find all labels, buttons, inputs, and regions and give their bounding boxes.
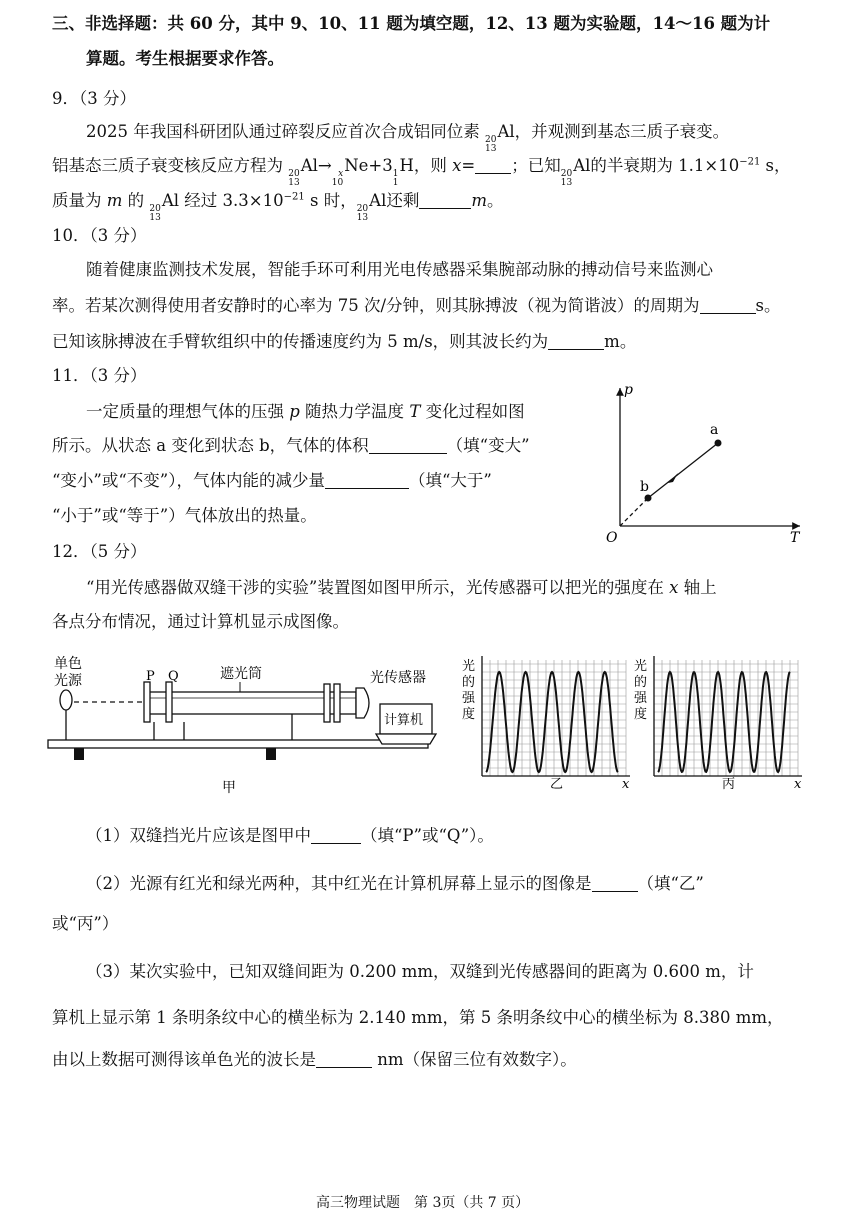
slit-P <box>144 682 150 722</box>
svg-text:度: 度 <box>634 707 648 722</box>
q11-line4: “小于”或“等于”）气体放出的热量。 <box>52 506 317 525</box>
q12-part3-line2: 算机上显示第 1 条明条纹中心的横坐标为 2.140 mm，第 5 条明条纹中心的横坐标为 8.380 mm， <box>52 1008 784 1027</box>
q11-line1: 一定质量的理想气体的压强 p 随热力学温度 T 变化过程如图 <box>86 402 525 421</box>
optical-rail <box>48 740 428 748</box>
p-t-graph <box>600 378 810 546</box>
q10-blank-period[interactable] <box>700 297 756 315</box>
light-sensor <box>356 688 369 718</box>
al-symbol: Al <box>497 122 515 141</box>
q10-heading: 10．（3 分） <box>52 226 147 245</box>
svg-text:的: 的 <box>634 675 648 690</box>
t-axis-label: T <box>790 530 800 546</box>
svg-text:强: 强 <box>462 691 476 706</box>
computer-label: 计算机 <box>384 713 424 728</box>
q11-line3: “变小”或“不变”），气体内能的减少量 （填“大于” <box>52 471 492 490</box>
q12-part3-line1: （3）某次实验中，已知双缝间距为 0.200 mm，双缝到光传感器间的距离为 0.600 m，计 <box>86 962 754 981</box>
slit-Q <box>166 682 172 722</box>
state-a-label: a <box>710 422 719 438</box>
q9-blank-remaining[interactable] <box>419 192 471 210</box>
q10-line1: 随着健康监测技术发展，智能手环可利用光电传感器采集腕部动脉的搏动信号来监测心 <box>86 260 713 279</box>
p-axis-label: p <box>624 382 633 398</box>
q9-text: ，并观测到基态三质子衰变。 <box>514 122 730 141</box>
q12-part1: （1）双缝挡光片应该是图甲中 （填“P”或“Q”）。 <box>86 826 494 845</box>
source-label-1: 单色 <box>54 656 82 672</box>
rail-foot <box>74 748 84 760</box>
q12-blank-wavelength[interactable] <box>316 1051 372 1069</box>
svg-text:光: 光 <box>462 659 476 674</box>
q11-blank-energy[interactable] <box>325 472 409 490</box>
label-P: P <box>146 669 155 684</box>
q12-part2-cont: 或“丙”） <box>52 914 119 933</box>
direction-arrow <box>668 473 678 483</box>
nuclide-sup-sub: 20 13 <box>484 135 497 154</box>
svg-text:光: 光 <box>634 659 648 674</box>
q9-line1 <box>86 118 729 154</box>
svg-text:度: 度 <box>462 707 476 722</box>
state-a-point <box>715 440 722 447</box>
section-heading: 三、非选择题：共 60 分，其中 9、10、11 题为填空题，12、13 题为实验题，14～16 题为计 <box>52 14 771 33</box>
figure-jia-label: 甲 <box>222 780 236 796</box>
process-line <box>648 443 718 498</box>
rail-foot <box>266 748 276 760</box>
apparatus-figure <box>44 652 444 800</box>
q12-part3-line3: 由以上数据可测得该单色光的波长是 nm（保留三位有效数字）。 <box>52 1050 577 1069</box>
q12-part2: （2）光源有红光和绿光两种，其中红光在计算机屏幕上显示的图像是 （填“乙” <box>86 874 704 893</box>
q9-line3: 质量为 m 的 20 13 Al 经过 $3.3\times 10^{-21}$ s 时， 20 13 Al还剩 m。 <box>52 191 504 223</box>
state-b-label: b <box>640 479 649 495</box>
q9-line2: 铝基态三质子衰变核反应方程为 20 13 Al→ x 10 Ne+3 1 1 H，则 x= ；已知 20 13 Al的半衰期为 $1.1\times 10^{-21}$ s， <box>52 156 791 188</box>
light-source <box>60 690 72 710</box>
q11-blank-volume[interactable] <box>369 437 447 455</box>
q9-heading: 9．（3 分） <box>52 89 136 108</box>
origin-label: O <box>606 530 618 546</box>
q12-line2: 各点分布情况，通过计算机显示成图像。 <box>52 612 349 631</box>
label-Q: Q <box>168 669 179 684</box>
tube-label: 遮光筒 <box>220 666 262 682</box>
graph-yi <box>458 652 638 792</box>
sensor-label: 光传感器 <box>370 670 426 686</box>
graph-bing-label: 丙 <box>722 777 736 792</box>
q10-line2: 率。若某次测得使用者安静时的心率为 75 次/分钟，则其脉搏波（视为简谐波）的周期为 s。 <box>52 296 781 315</box>
svg-text:x: x <box>622 777 630 792</box>
graph-yi-label: 乙 <box>550 777 564 792</box>
extension-dashed <box>620 498 648 526</box>
page-footer: 高三物理试题 第 3页（共 7 页） <box>316 1195 530 1211</box>
source-label-2: 光源 <box>54 673 82 689</box>
graph-bing <box>630 652 810 792</box>
q9-text: 2025 年我国科研团队通过碎裂反应首次合成铝同位素 <box>86 122 485 141</box>
q9-blank-x[interactable] <box>475 157 511 175</box>
svg-text:强: 强 <box>634 691 648 706</box>
q12-heading: 12．（5 分） <box>52 542 147 561</box>
q12-blank-red[interactable] <box>592 875 638 893</box>
q10-line3: 已知该脉搏波在手臂软组织中的传播速度约为 5 m/s，则其波长约为 m。 <box>52 332 637 351</box>
q12-blank-slit[interactable] <box>311 827 361 845</box>
state-b-point <box>645 495 652 502</box>
q11-line2: 所示。从状态 a 变化到状态 b，气体的体积 （填“变大” <box>52 436 530 455</box>
q10-blank-wavelength[interactable] <box>548 333 604 351</box>
section-heading-cont: 算题。考生根据要求作答。 <box>86 49 284 68</box>
q12-line1: “用光传感器做双缝干涉的实验”装置图如图甲所示，光传感器可以把光的强度在 x 轴上 <box>86 578 717 597</box>
q11-heading: 11．（3 分） <box>52 366 147 385</box>
svg-text:x: x <box>794 777 802 792</box>
svg-text:的: 的 <box>462 675 476 690</box>
